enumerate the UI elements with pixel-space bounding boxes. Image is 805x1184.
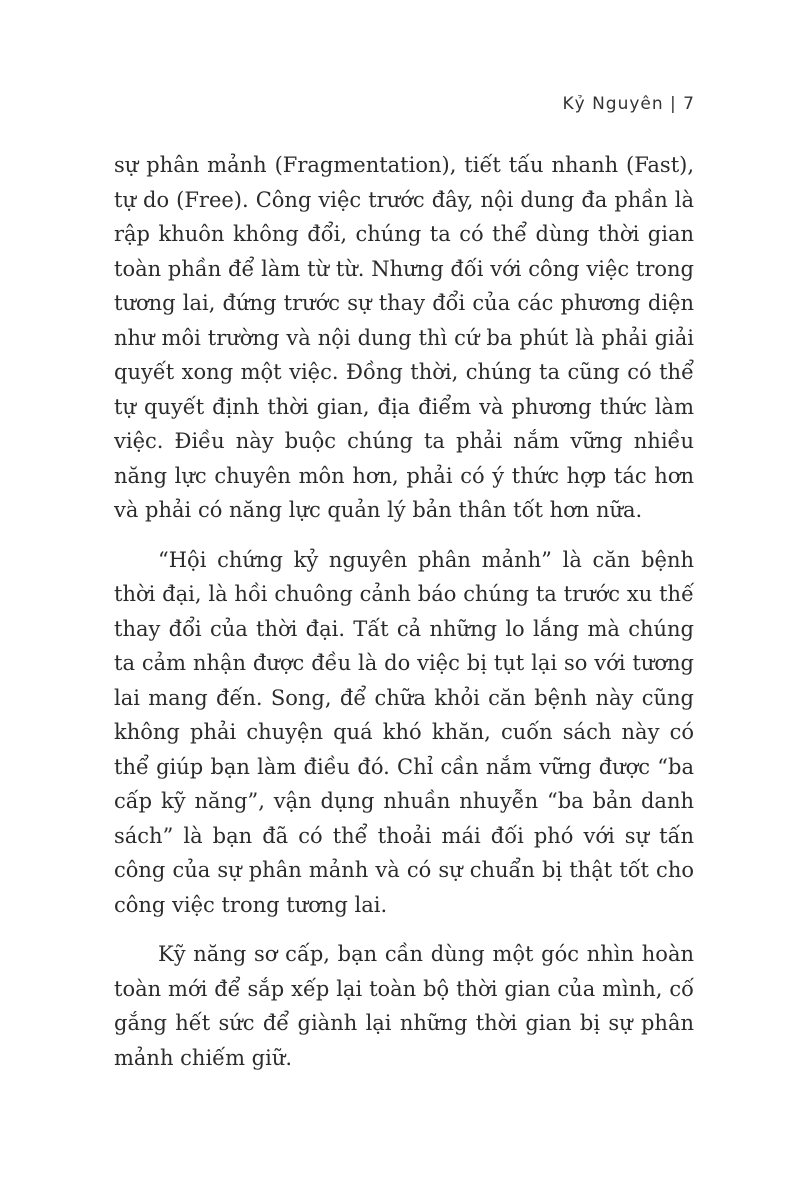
running-header: Kỷ Nguyên | 7 (562, 94, 695, 114)
paragraph-1: sự phân mảnh (Fragmentation), tiết tấu nhanh (Fast), tự do (Free). Công việc trước đây, nội dung đa phần là rập khuôn không đổi, chúng ta có thể dùng thời gian toàn phần để làm từ từ. Nhưng đối với công việc trong tương lai, đứng trước sự thay đổi của các phương diện như môi trường và nội dung thì cứ ba phút là phải giải quyết xong một việc. Đồng thời, chúng ta cũng có thể tự quyết định thời gian, địa điểm và phương thức làm việc. Điều này buộc chúng ta phải nắm vững nhiều năng lực chuyên môn hơn, phải có ý thức hợp tác hơn và phải có năng lực quản lý bản thân tốt hơn nữa. (114, 153, 694, 522)
page-body (114, 148, 694, 1075)
paragraph-3: Kỹ năng sơ cấp, bạn cần dùng một góc nhìn hoàn toàn mới để sắp xếp lại toàn bộ thời gian của mình, cố gắng hết sức để giành lại những thời gian bị sự phân mảnh chiếm giữ. (114, 942, 694, 1070)
paragraph-2: “Hội chứng kỷ nguyên phân mảnh” là căn bệnh thời đại, là hồi chuông cảnh báo chúng ta trước xu thế thay đổi của thời đại. Tất cả những lo lắng mà chúng ta cảm nhận được đều là do việc bị tụt lại so với tương lai mang đến. Song, để chữa khỏi căn bệnh này cũng không phải chuyện quá khó khăn, cuốn sách này có thể giúp bạn làm điều đó. Chỉ cần nắm vững được “ba cấp kỹ năng”, vận dụng nhuần nhuyễn “ba bản danh sách” là bạn đã có thể thoải mái đối phó với sự tấn công của sự phân mảnh và có sự chuẩn bị thật tốt cho công việc trong tương lai. (114, 547, 694, 917)
